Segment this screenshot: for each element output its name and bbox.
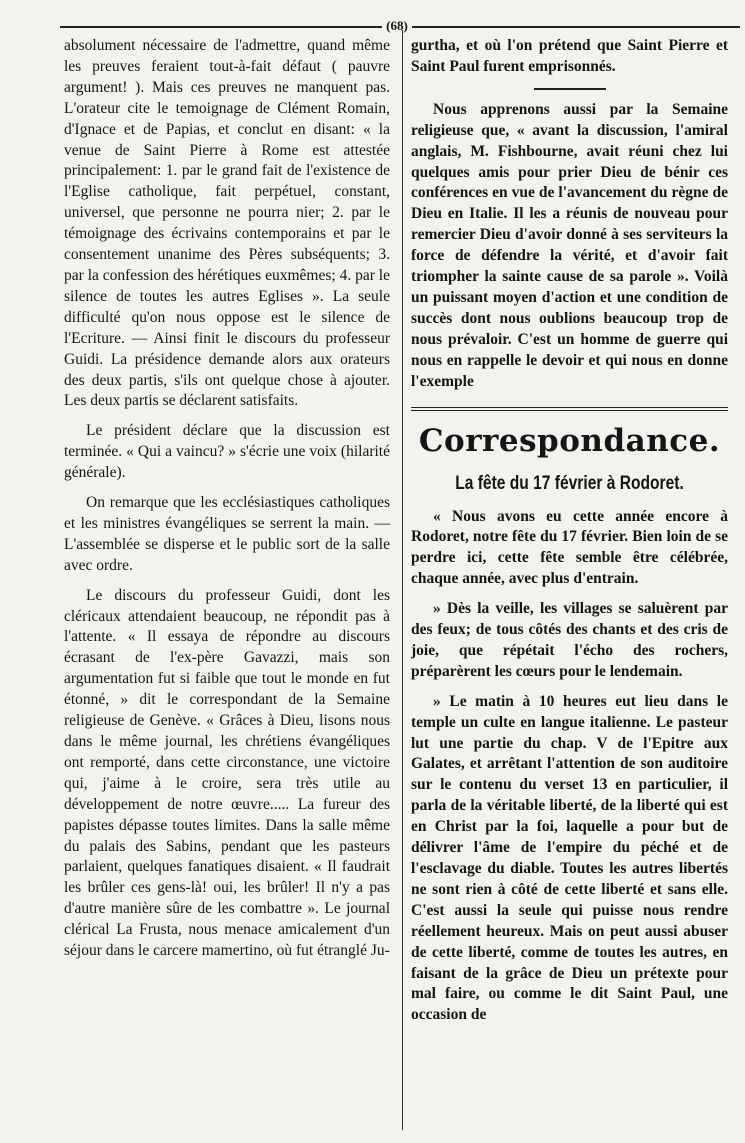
section-divider [411,407,728,411]
paragraph: absolument nécessaire de l'admettre, quand même les preuves feraient tout-à-fait défaut ( pauvre argument! ). Mais ces preuves ne manquent pas. L'orateur cite le temoignage de Clément Romain, d'Ignace et de Papias, et conclut en disant: « la venue de Saint Pierre à Rome est attestée principalement: 1. par le grand fait de l'existence de l'Eglise catholique, fait perpétuel, constant, universel, que personne ne pourra nier; 2. par le témoignage des écrivains contemporains et par le consentement unanime des Pères subséquents; 3. par la confession des hérétiques euxmêmes; 4. par le silence de toutes les autres Eglises ». La seule difficulté qu'on nous oppose est le silence de l'Ecriture. — Ainsi finit le discours du professeur Guidi. La présidence demande alors aux orateurs des deux partis, s'ils ont quelque chose à ajouter. Les deux partis se déclarent satisfaits. [64,37,390,410]
paragraph: On remarque que les ecclésiastiques catholiques et les ministres évangéliques se serrent la main. — L'assemblée se disperse et le public sort de la salle avec ordre. [64,494,390,574]
paragraph: gurtha, et où l'on prétend que Saint Pierre et Saint Paul furent emprisonnés. [411,37,728,75]
left-column [64,36,390,962]
paragraph: « Nous avons eu cette année encore à Rodoret, notre fête du 17 février. Bien loin de se perdre ici, cette fête semble être célébrée, chaque année, avec plus d'entrain. [411,507,728,588]
paragraph: » Dès la veille, les villages se saluèrent par des feux; de tous côtés des chants et des cris de joie, que répétait l'écho des rochers, préparèrent les cœurs pour le lendemain. [411,600,728,680]
page-number: (68) [382,17,412,35]
paragraph: Nous apprenons aussi par la Semaine religieuse que, « avant la discussion, l'amiral anglais, M. Fishbourne, avait réuni chez lui quelques amis pour prier Dieu de bénir ces conférences en vue de l'avancement du règne de Dieu en Italie. Il les a réunis de nouveau pour remercier Dieu d'avoir donné à ses serviteurs la force de défendre la vérité, et d'avoir fait triompher la sainte cause de sa parole ». Voilà un puissant moyen d'action et une condition de succès dont nous oublions beaucoup trop de nous prévaloir. C'est un homme de guerre qui nous en rappelle le devoir et qui nous en donne l'exemple [411,100,728,390]
paragraph: » Le matin à 10 heures eut lieu dans le temple un culte en langue italienne. Le pasteur lut une partie du chap. V de l'Epitre aux Galates, et arrêtant l'attention de son auditoire sur le contenu du verset 13 en particulier, il parla de la véritable liberté, de la liberté qui est en Christ par la foi, laquelle a pour but de délivrer l'âme de l'empire du péché et de l'esclavage du diable. Toutes les autres libertés ne sont rien à côté de cette liberté et sans elle. C'est aussi la seule qui puisse nous rendre réellement heureux. Mais on peut aussi abuser de cette liberté, comme de toutes les autres, en faisant de la grâce de Dieu un prétexte pour mal faire, ou comme le dit Saint Paul, une occasion de [411,692,728,1024]
column-divider [402,30,403,1130]
separator-rule [534,88,606,90]
section-title: Correspondance. [418,422,721,459]
paragraph: Le discours du professeur Guidi, dont les cléricaux attendaient beaucoup, ne répondit pas à l'attente. « Il essaya de répondre au discours écrasant de l'ex-père Gavazzi, mais son argumentation fut si faible que tout le monde en fut étonné, » dit le correspondant de la Semaine religieuse de Genève. « Grâces à Dieu, lisons nous dans le même journal, les chrétiens évangéliques ont remporté, dans cette circonstance, une victoire qui, j'aime à le croire, sera très utile au développement de notre œuvre..... La fureur des papistes dépasse toutes limites. Dans la salle même du palais des Sabins, pendant que les pasteurs parlaient, quelques fanatiques disaient. « Il faudrait les brûler ces gens-là! oui, les brûler! Il n'y a pas d'autre manière sûre de les combattre ». Le journal clérical La Frusta, nous menace amicalement d'un séjour dans le carcere mamertino, où fut étranglé Ju- [64,586,390,960]
article-title: La fête du 17 février à Rodoret. [455,472,684,494]
paragraph: Le président déclare que la discussion est terminée. « Qui a vaincu? » s'écrie une voix (hilarité générale). [64,422,390,482]
right-column [411,36,728,1026]
